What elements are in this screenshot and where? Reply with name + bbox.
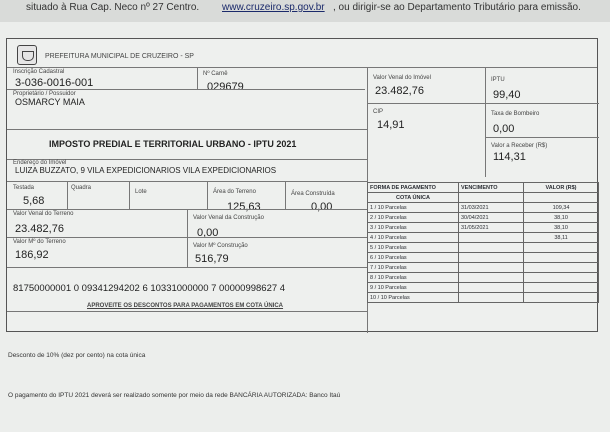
endereco-label: Endereço do Imóvel xyxy=(13,160,67,166)
top-text-left: situado à Rua Cap. Neco nº 27 Centro. xyxy=(26,2,200,13)
testada-value: 5,68 xyxy=(23,195,45,207)
cota-unica-label: COTA ÚNICA xyxy=(368,193,459,203)
valor-venal-terreno-label: Valor Venal do Terreno xyxy=(13,211,74,217)
document-title: IMPOSTO PREDIAL E TERRITORIAL URBANO - IPTU 2021 xyxy=(49,139,297,149)
table-row: 4 / 10 Parcelas 38,11 xyxy=(368,233,599,243)
cip-value: 14,91 xyxy=(377,119,405,131)
table-row: 5 / 10 Parcelas xyxy=(368,243,599,253)
area-terreno-value: 125,63 xyxy=(227,201,261,213)
table-row: 9 / 10 Parcelas xyxy=(368,283,599,293)
table-row: 10 / 10 Parcelas xyxy=(368,293,599,303)
valor-m2-construcao-label: Valor Mº Construção xyxy=(193,243,248,249)
parcelas-table xyxy=(367,182,599,303)
area-terreno-label: Área do Terreno xyxy=(213,189,256,195)
desconto-note: Desconto de 10% (dez por cento) na cota única xyxy=(8,352,146,359)
area-construida-label: Área Construída xyxy=(291,191,335,197)
proprietario-label: Proprietário / Possuidor xyxy=(13,91,76,97)
top-text-right: , ou dirigir-se ao Departamento Tributário para emissão. xyxy=(333,2,581,13)
website-link[interactable]: www.cruzeiro.sp.gov.br xyxy=(222,2,325,13)
barcode-line: 81750000001 0 09341294202 6 10331000000 7 00000998627 4 xyxy=(13,283,286,294)
valor-m2-terreno-value: 186,92 xyxy=(15,249,49,261)
valor-venal-construcao-value: 0,00 xyxy=(197,227,219,239)
taxa-bombeiro-label: Taxa de Bombeiro xyxy=(491,111,540,117)
prefeitura-header: PREFEITURA MUNICIPAL DE CRUZEIRO - SP xyxy=(45,53,194,60)
prefeitura-seal-icon xyxy=(17,45,37,65)
table-row: 1 / 10 Parcelas 31/03/2021 109,34 xyxy=(368,203,599,213)
header-vencimento: VENCIMENTO xyxy=(459,183,524,193)
lote-label: Lote xyxy=(135,189,147,195)
taxa-bombeiro-value: 0,00 xyxy=(493,123,515,135)
pagamento-note: O pagamento do IPTU 2021 deverá ser realizado somente por meio da rede BANCÁRIA AUTORIZADA: Banco Itaú xyxy=(8,392,341,399)
cip-label: CIP xyxy=(373,109,384,115)
valor-m2-construcao-value: 516,79 xyxy=(195,253,229,265)
valor-venal-construcao-label: Valor Venal da Construção xyxy=(193,215,264,221)
valor-receber-value: 114,31 xyxy=(493,151,526,163)
proprietario-value: OSMARCY MAIA xyxy=(15,97,85,107)
iptu-document xyxy=(0,22,610,432)
area-construida-value: 0,00 xyxy=(311,201,333,213)
iptu-value: 99,40 xyxy=(493,89,521,101)
header-forma: FORMA DE PAGAMENTO xyxy=(368,183,459,193)
testada-label: Testada xyxy=(13,185,35,191)
valor-venal-imovel-value: 23.482,76 xyxy=(375,85,424,97)
table-row: 8 / 10 Parcelas xyxy=(368,273,599,283)
valor-receber-label: Valor a Receber (R$) xyxy=(491,143,548,149)
quadra-label: Quadra xyxy=(71,185,92,191)
valor-m2-terreno-label: Valor Mº do Terreno xyxy=(13,239,66,245)
table-row: 2 / 10 Parcelas 30/04/2021 38,10 xyxy=(368,213,599,223)
iptu-form xyxy=(6,38,598,332)
table-row: 3 / 10 Parcelas 31/05/2021 38,10 xyxy=(368,223,599,233)
header-valor: VALOR (R$) xyxy=(524,183,599,193)
valor-venal-terreno-value: 23.482,76 xyxy=(15,223,64,235)
valor-venal-imovel-label: Valor Venal do Imóvel xyxy=(373,75,431,81)
inscricao-label: Inscrição Cadastral xyxy=(13,69,65,75)
table-row: 7 / 10 Parcelas xyxy=(368,263,599,273)
carne-label: Nº Carnê xyxy=(203,71,228,77)
carne-value: 029679 xyxy=(207,81,244,93)
inscricao-value: 3-036-0016-001 xyxy=(15,77,94,89)
aproveite-descontos: APROVEITE OS DESCONTOS PARA PAGAMENTOS EM COTA ÚNICA xyxy=(87,303,284,309)
table-row: 6 / 10 Parcelas xyxy=(368,253,599,263)
iptu-label: IPTU xyxy=(491,77,505,83)
top-instructions xyxy=(0,0,610,20)
endereco-value: LUIZA BUZZATO, 9 VILA EXPEDICIONARIOS VILA EXPEDICIONARIOS xyxy=(15,166,277,175)
